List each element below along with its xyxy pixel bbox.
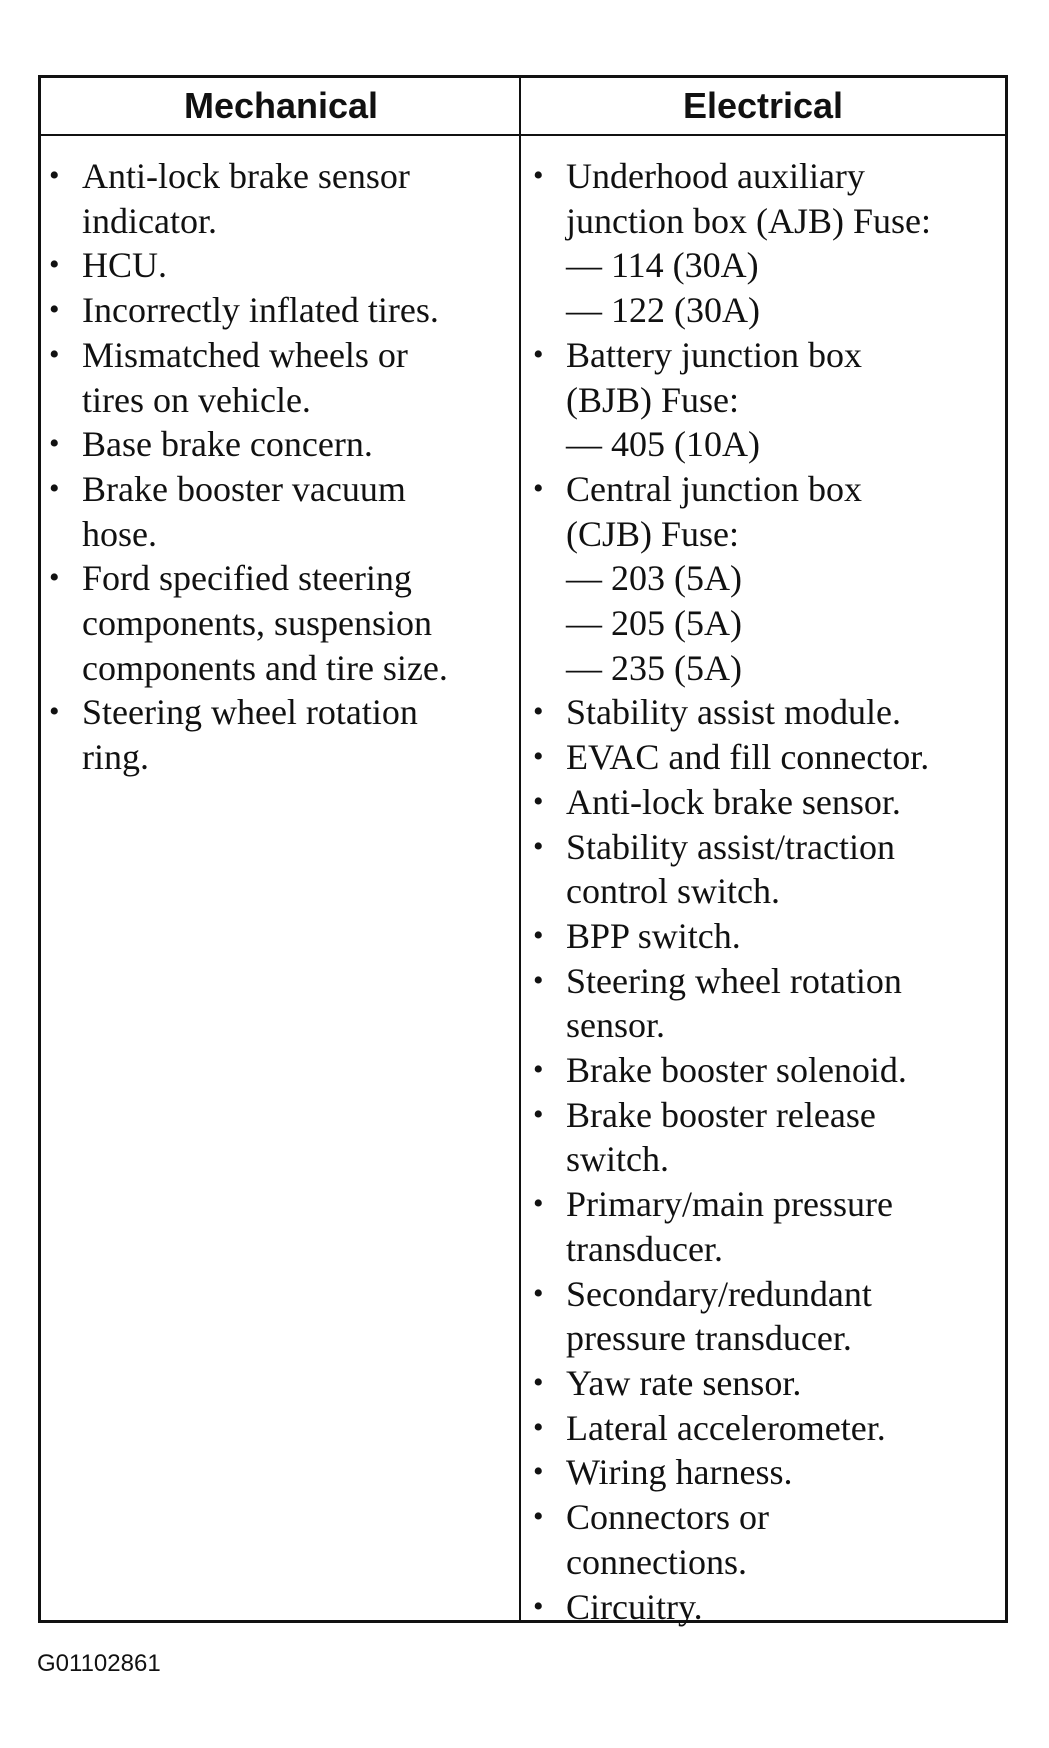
electrical-item [523, 1495, 1003, 1584]
electrical-item [523, 914, 1003, 959]
bullet-icon: • [49, 293, 60, 327]
electrical-item-line: Connectors or [566, 1497, 769, 1538]
table-header-row [41, 78, 1005, 136]
mechanical-item-line: Incorrectly inflated tires. [82, 290, 439, 331]
bullet-icon: • [533, 1410, 544, 1444]
bullet-icon: • [533, 1500, 544, 1534]
electrical-item-line: control switch. [566, 871, 780, 912]
bullet-icon: • [533, 784, 544, 818]
electrical-item-line: Battery junction box [566, 334, 862, 375]
electrical-item [523, 959, 1003, 1048]
mechanical-item [41, 333, 519, 422]
diagnosis-table [38, 75, 1008, 1627]
electrical-item-line: Steering wheel rotation [566, 960, 902, 1001]
mechanical-item-line: components, suspension [82, 603, 432, 644]
bullet-icon: • [533, 1365, 544, 1399]
electrical-item-line: (BJB) Fuse: [566, 379, 740, 420]
electrical-item [523, 825, 1003, 914]
bullet-icon: • [533, 471, 544, 505]
electrical-item-line: transducer. [566, 1228, 723, 1269]
mechanical-item-line: Steering wheel rotation [82, 692, 418, 733]
electrical-item [523, 735, 1003, 780]
mechanical-item [41, 243, 519, 288]
mechanical-item [41, 422, 519, 467]
bullet-icon: • [533, 963, 544, 997]
electrical-item-line: Primary/main pressure [566, 1184, 893, 1225]
mechanical-item [41, 556, 519, 690]
electrical-item-line: — 122 (30A) [566, 290, 760, 331]
mechanical-item [41, 288, 519, 333]
electrical-item [523, 1585, 1003, 1630]
electrical-item [523, 690, 1003, 735]
bullet-icon: • [533, 1187, 544, 1221]
bullet-icon: • [49, 427, 60, 461]
electrical-item-line: — 114 (30A) [566, 245, 759, 286]
electrical-item-line: (CJB) Fuse: [566, 513, 740, 554]
mechanical-list [41, 154, 519, 780]
header-mechanical: Mechanical [183, 85, 379, 126]
electrical-item-line: Brake booster release [566, 1094, 876, 1135]
mechanical-item-line: Brake booster vacuum [82, 468, 406, 509]
mechanical-item-line: Anti-lock brake sensor [82, 156, 410, 196]
electrical-item-line: — 205 (5A) [566, 603, 742, 644]
electrical-item-line: Underhood auxiliary [566, 156, 865, 196]
electrical-item-line: — 405 (10A) [566, 424, 760, 465]
electrical-item-line: junction box (AJB) Fuse: [566, 200, 931, 241]
bullet-icon: • [49, 159, 60, 192]
mechanical-item-line: Ford specified steering [82, 558, 412, 599]
electrical-item-line: EVAC and fill connector. [566, 737, 930, 778]
electrical-item-line: Anti-lock brake sensor. [566, 781, 901, 822]
bullet-icon: • [49, 248, 60, 282]
electrical-item [523, 1361, 1003, 1406]
electrical-item-line: sensor. [566, 1005, 665, 1046]
bullet-icon: • [533, 829, 544, 863]
electrical-item-line: Brake booster solenoid. [566, 1050, 907, 1091]
bullet-icon: • [533, 1455, 544, 1489]
bullet-icon: • [49, 471, 60, 505]
mechanical-item-line: HCU. [82, 245, 168, 286]
mechanical-item [41, 154, 519, 243]
bullet-icon: • [49, 561, 60, 595]
mechanical-item-line: ring. [82, 737, 149, 778]
electrical-item-line: Secondary/redundant [566, 1273, 872, 1314]
electrical-item-line: BPP switch. [566, 915, 741, 956]
electrical-item-line: Circuitry. [566, 1586, 703, 1627]
electrical-item-line: Stability assist module. [566, 692, 902, 733]
electrical-item [523, 154, 1003, 333]
bullet-icon: • [533, 1276, 544, 1310]
bullet-icon: • [533, 740, 544, 774]
figure-code: G01102861 [37, 1650, 161, 1677]
electrical-item-line: connections. [566, 1541, 747, 1582]
mechanical-item-line: Mismatched wheels or [82, 334, 408, 375]
mechanical-item-line: hose. [82, 513, 157, 554]
electrical-item-line: Wiring harness. [566, 1452, 793, 1493]
electrical-item [523, 333, 1003, 467]
electrical-item-line: Yaw rate sensor. [566, 1362, 802, 1403]
mechanical-item [41, 690, 519, 779]
bullet-icon: • [533, 918, 544, 952]
mechanical-column [41, 154, 519, 780]
bullet-icon: • [533, 337, 544, 371]
bullet-icon: • [533, 1053, 544, 1087]
electrical-item [523, 1093, 1003, 1182]
electrical-item-line: Stability assist/traction [566, 826, 895, 867]
electrical-item [523, 1406, 1003, 1451]
mechanical-item-line: Base brake concern. [82, 424, 373, 465]
bullet-icon: • [533, 695, 544, 729]
mechanical-item [41, 467, 519, 556]
electrical-item-line: switch. [566, 1139, 669, 1180]
electrical-column [523, 154, 1003, 1629]
mechanical-item-line: indicator. [82, 200, 217, 241]
electrical-item [523, 467, 1003, 691]
column-divider [519, 78, 521, 1620]
electrical-item [523, 1272, 1003, 1361]
electrical-item-line: pressure transducer. [566, 1318, 852, 1359]
electrical-item-line: — 235 (5A) [566, 647, 742, 688]
electrical-item [523, 1182, 1003, 1271]
electrical-item [523, 1450, 1003, 1495]
mechanical-item-line: components and tire size. [82, 647, 448, 688]
bullet-icon: • [49, 337, 60, 371]
electrical-item [523, 1048, 1003, 1093]
bullet-icon: • [533, 1097, 544, 1131]
electrical-list [523, 154, 1003, 1629]
mechanical-item-line: tires on vehicle. [82, 379, 311, 420]
bullet-icon: • [49, 695, 60, 729]
electrical-item-line: Central junction box [566, 468, 862, 509]
bullet-icon: • [533, 159, 544, 192]
bullet-icon: • [533, 1589, 544, 1623]
electrical-item-line: Lateral accelerometer. [566, 1407, 886, 1448]
electrical-item [523, 780, 1003, 825]
header-electrical: Electrical [682, 85, 844, 126]
electrical-item-line: — 203 (5A) [566, 558, 742, 599]
